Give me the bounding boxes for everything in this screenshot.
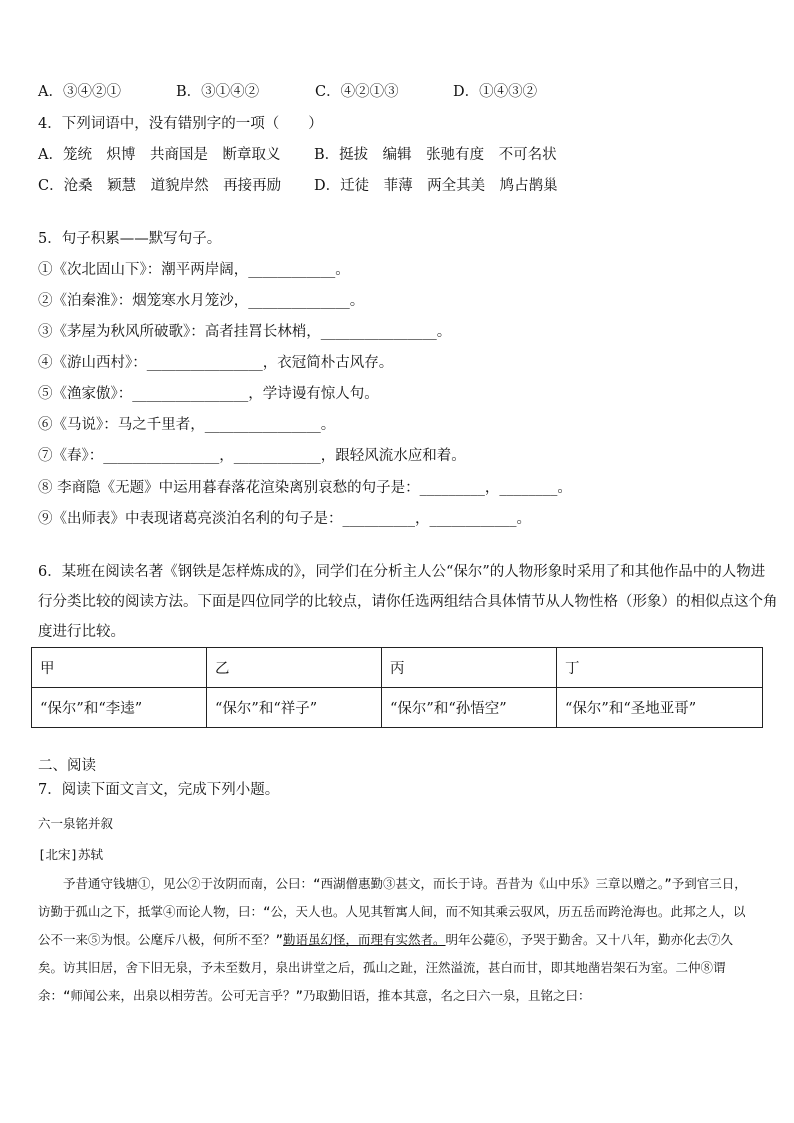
q3-option-b: B．③①④② <box>176 84 260 100</box>
passage-text-part2: 明年公薨⑥，予哭于勤舍。又十八年，勤亦化去⑦久矣。访其旧居，舍下旧无泉，予未至数月，泉出讲堂之后，孤山之趾，汪然溢流，甚白而甘，即其地凿岩架石为室。二仲⑧谓余：“师闻公来，出泉以相劳苦。公可无言乎？”乃取勤旧语，推本其意，名之曰六一泉，且铭之曰： <box>38 932 734 1003</box>
q5-item: ④《游山西村》：________________，衣冠简朴古风存。 <box>38 355 394 371</box>
passage-text-part1: 予昔通守钱塘①，见公②于汝阴而南，公曰：“西湖僧惠勤③甚文，而长于诗。吾昔为《山中乐》三章以赠之。”予到官三日，访勤于孤山之下，抵掌④而论人物，曰：“公，天人也。人见其暂寓人间，而不知其乘云驭风，历五岳而跨沧海也。此邦之人，以公不一来⑤为恨。公麾斥八极，何所不至？” <box>38 876 747 947</box>
table-cell: “保尔”和“李逵” <box>32 688 207 728</box>
q4-row-ab <box>38 145 557 165</box>
table-row <box>32 688 763 728</box>
table-cell: “保尔”和“孙悟空” <box>382 688 557 728</box>
q6-stem-line3: 度进行比较。 <box>38 624 125 640</box>
q5-item: ③《茅屋为秋风所破歌》：高者挂罥长林梢，________________。 <box>38 324 452 340</box>
q4-stem: 4．下列词语中，没有错别字的一项（ ） <box>38 116 323 132</box>
q4-option-c: C．沧桑 颖慧 道貌岸然 再接再励 <box>38 178 282 194</box>
table-header-cell: 乙 <box>207 648 382 688</box>
table-header-cell: 丁 <box>557 648 763 688</box>
q3-option-c: C．④②①③ <box>315 84 399 100</box>
q5-item: ⑧ 李商隐《无题》中运用暮春落花渲染离别哀愁的句子是：_________，________。 <box>38 480 572 496</box>
passage-underlined-sentence: 勤语虽幻怪，而理有实然者。 <box>283 932 446 947</box>
q5-item: ⑥《马说》：马之千里者，________________。 <box>38 417 336 433</box>
q5-stem: 5．句子积累——默写句子。 <box>38 231 222 247</box>
table-header-cell: 丙 <box>382 648 557 688</box>
section-heading: 二、阅读 <box>38 758 96 774</box>
q4-option-b: B．挺拔 编辑 张驰有度 不可名状 <box>314 147 557 163</box>
q3-option-d: D．①④③② <box>453 84 538 100</box>
table-cell: “保尔”和“祥子” <box>207 688 382 728</box>
table-header-row <box>32 648 763 688</box>
q4-option-a: A．笼统 炽博 共商国是 断章取义 <box>38 147 281 163</box>
comparison-table <box>31 647 763 728</box>
table-cell: “保尔”和“圣地亚哥” <box>557 688 763 728</box>
q4-row-cd <box>38 176 558 196</box>
passage-author: [北宋]苏轼 <box>38 847 104 862</box>
q3-options <box>38 82 537 102</box>
q6-stem-line1: 6．某班在阅读名著《钢铁是怎样炼成的》，同学们在分析主人公“保尔”的人物形象时采用了和其他作品中的人物进 <box>38 564 766 580</box>
q3-option-a: A．③④②① <box>38 84 121 100</box>
q5-item: ①《次北固山下》：潮平两岸阔，____________。 <box>38 262 350 278</box>
table-header-cell: 甲 <box>32 648 207 688</box>
q5-item: ⑦《春》：________________，____________，跟轻风流水应和着。 <box>38 448 466 464</box>
q5-item: ⑨《出师表》中表现诸葛亮淡泊名利的句子是：__________，____________。 <box>38 511 531 527</box>
q6-stem-line2: 行分类比较的阅读方法。下面是四位同学的比较点，请你任选两组结合具体情节从人物性格（形象）的相似点这个角 <box>38 594 778 610</box>
q7-stem: 7．阅读下面文言文，完成下列小题。 <box>38 782 280 798</box>
q5-item: ⑤《渔家傲》：________________，学诗谩有惊人句。 <box>38 386 379 402</box>
passage-body <box>38 870 758 1010</box>
q5-item: ②《泊秦淮》：烟笼寒水月笼沙，______________。 <box>38 293 365 309</box>
q4-option-d: D．迁徒 菲薄 两全其美 鸠占鹊巢 <box>314 178 558 194</box>
passage-title: 六一泉铭并叙 <box>38 816 114 831</box>
